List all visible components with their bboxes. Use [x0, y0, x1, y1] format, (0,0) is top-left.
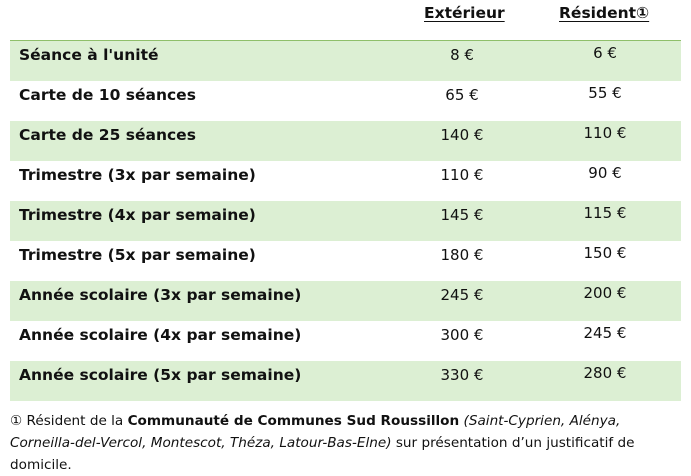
- row-label: Année scolaire (4x par semaine): [19, 326, 302, 344]
- table-row: [10, 321, 681, 361]
- price-exterieur: 110 €: [440, 166, 484, 184]
- price-resident: 280 €: [583, 364, 627, 382]
- price-exterieur: 245 €: [440, 286, 484, 304]
- table-row: [10, 361, 681, 401]
- row-label: Année scolaire (3x par semaine): [19, 286, 302, 304]
- price-exterieur: 140 €: [440, 126, 484, 144]
- footnote-prefix: ① Résident de la: [10, 413, 128, 429]
- price-resident: 55 €: [588, 84, 622, 102]
- price-exterieur: 145 €: [440, 206, 484, 224]
- row-label: Carte de 25 séances: [19, 126, 196, 144]
- table-header: [0, 0, 691, 40]
- price-resident: 6 €: [593, 44, 617, 62]
- column-header-resident: Résident①: [559, 4, 650, 22]
- table-row: [10, 81, 681, 121]
- price-resident: 115 €: [583, 204, 627, 222]
- table-row: [10, 241, 681, 281]
- table-row: [10, 281, 681, 321]
- price-resident: 90 €: [588, 164, 622, 182]
- footnote-community: Communauté de Communes Sud Roussillon: [127, 413, 460, 429]
- row-label: Trimestre (4x par semaine): [19, 206, 256, 224]
- row-label: Carte de 10 séances: [19, 86, 196, 104]
- price-resident: 200 €: [583, 284, 627, 302]
- table-row: [10, 41, 681, 81]
- price-resident: 245 €: [583, 324, 627, 342]
- row-label: Trimestre (3x par semaine): [19, 166, 256, 184]
- footnote: [10, 410, 682, 476]
- column-header-exterieur: Extérieur: [424, 4, 505, 22]
- row-label: Année scolaire (5x par semaine): [19, 366, 302, 384]
- price-resident: 150 €: [583, 244, 627, 262]
- row-label: Séance à l'unité: [19, 46, 159, 64]
- footnote-towns: (Saint-Cyprien, Alénya, Corneilla-del-Vercol, Montescot, Théza, Latour-Bas-Elne): [10, 413, 621, 451]
- price-exterieur: 8 €: [450, 46, 474, 64]
- table-row: [10, 121, 681, 161]
- price-exterieur: 330 €: [440, 366, 484, 384]
- price-exterieur: 300 €: [440, 326, 484, 344]
- row-label: Trimestre (5x par semaine): [19, 246, 256, 264]
- price-table: [10, 41, 681, 401]
- table-row: [10, 201, 681, 241]
- price-exterieur: 180 €: [440, 246, 484, 264]
- footnote-suffix: sur présentation d’un justificatif de domicile.: [10, 435, 635, 473]
- price-resident: 110 €: [583, 124, 627, 142]
- price-exterieur: 65 €: [445, 86, 479, 104]
- table-row: [10, 161, 681, 201]
